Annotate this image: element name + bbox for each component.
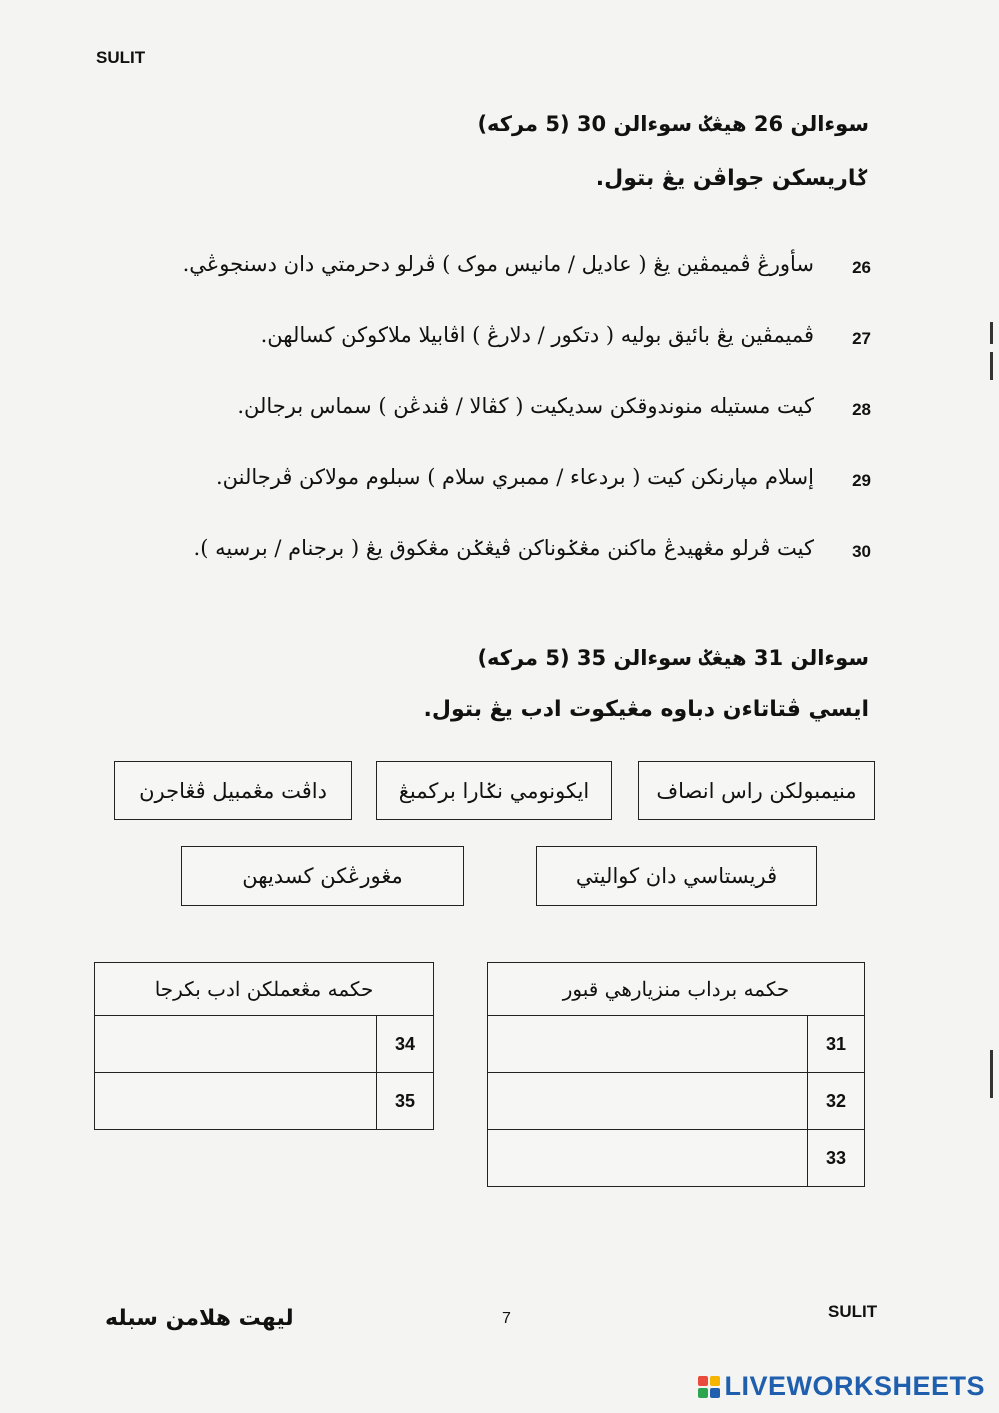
table-heading: حکمه برداب منزيارهي قبور — [488, 963, 865, 1016]
row-number: 35 — [377, 1073, 434, 1130]
turn-page-note: ليهت هلامن سبله — [105, 1306, 294, 1331]
option-box-3[interactable]: داڤت مڠمبيل ڤڠاجرن — [114, 761, 352, 820]
question-number-29: 29 — [852, 471, 871, 490]
table-row — [95, 1073, 434, 1130]
footer-classification: SULIT — [828, 1302, 878, 1321]
section1-instruction: ݢاريسکن جواڤن يڠ بتول. — [595, 166, 869, 191]
answer-cell-33[interactable] — [488, 1130, 808, 1187]
question-number-30: 30 — [852, 542, 871, 561]
row-number: 32 — [808, 1073, 865, 1130]
scan-edge-mark — [990, 352, 993, 380]
table-heading: حکمه مڠعملکن ادب بکرجا — [95, 963, 434, 1016]
liveworksheets-logo — [698, 1371, 985, 1402]
question-text-30[interactable]: کيت ڤرلو مڠهيدڠ ماکنن مڠݢوناکن ڤيڠݢن مڠکوق يڠ ( برجنام / برسيه ). — [193, 536, 814, 560]
answer-cell-34[interactable] — [95, 1016, 377, 1073]
section2-title: سوءالن 31 هيڠݢ سوءالن 35 (5 مرکه) — [477, 646, 869, 670]
answer-table-work-etiquette — [94, 962, 434, 1130]
scan-edge-mark — [990, 1050, 993, 1098]
question-text-26[interactable]: سأورڠ ڤميمڤين يڠ ( عاديل / مانيس موک ) ڤرلو دحرمتي دان دسنجوڠي. — [182, 252, 814, 276]
option-box-5[interactable]: مڠورڠکن کسديهن — [181, 846, 464, 906]
question-text-28[interactable]: کيت مستيله منوندوقکن سديکيت ( کڤالا / ڤندڠن ) سماس برجالن. — [237, 394, 814, 418]
row-number: 31 — [808, 1016, 865, 1073]
option-box-2[interactable]: ايکونومي نݢارا برکمبڠ — [376, 761, 612, 820]
table-row — [488, 1016, 865, 1073]
answer-cell-31[interactable] — [488, 1016, 808, 1073]
question-number-27: 27 — [852, 329, 871, 348]
liveworksheets-brand: LIVEWORKSHEETS — [724, 1371, 985, 1401]
logo-grid-icon — [698, 1376, 720, 1398]
question-text-29[interactable]: إسلام مڽارنکن کيت ( بردعاء / ممبري سلام ) سبلوم مولاکن ڤرجالنن. — [215, 465, 814, 489]
table-row — [95, 1016, 434, 1073]
option-box-1[interactable]: منيمبولکن راس انصاف — [638, 761, 875, 820]
table-row — [488, 1073, 865, 1130]
question-number-26: 26 — [852, 258, 871, 277]
table-row — [488, 1130, 865, 1187]
answer-table-visit-graves — [487, 962, 865, 1187]
question-number-28: 28 — [852, 400, 871, 419]
page-number: 7 — [502, 1310, 511, 1327]
answer-cell-35[interactable] — [95, 1073, 377, 1130]
scan-edge-mark — [990, 322, 993, 344]
question-text-27[interactable]: ڤميمڤين يڠ بائيق بوليه ( دتکور / دلارڠ ) اڤابيلا ملاکوکن کسالهن. — [260, 323, 814, 347]
section2-instruction: ايسي ڤتاتاءن دباوه مڠيکوت ادب يڠ بتول. — [423, 697, 869, 722]
section1-title: سوءالن 26 هيڠݢ سوءالن 30 (5 مرکه) — [477, 112, 869, 136]
header-classification: SULIT — [96, 48, 146, 67]
row-number: 34 — [377, 1016, 434, 1073]
answer-cell-32[interactable] — [488, 1073, 808, 1130]
option-box-4[interactable]: ڤريستاسي دان کواليتي — [536, 846, 817, 906]
row-number: 33 — [808, 1130, 865, 1187]
